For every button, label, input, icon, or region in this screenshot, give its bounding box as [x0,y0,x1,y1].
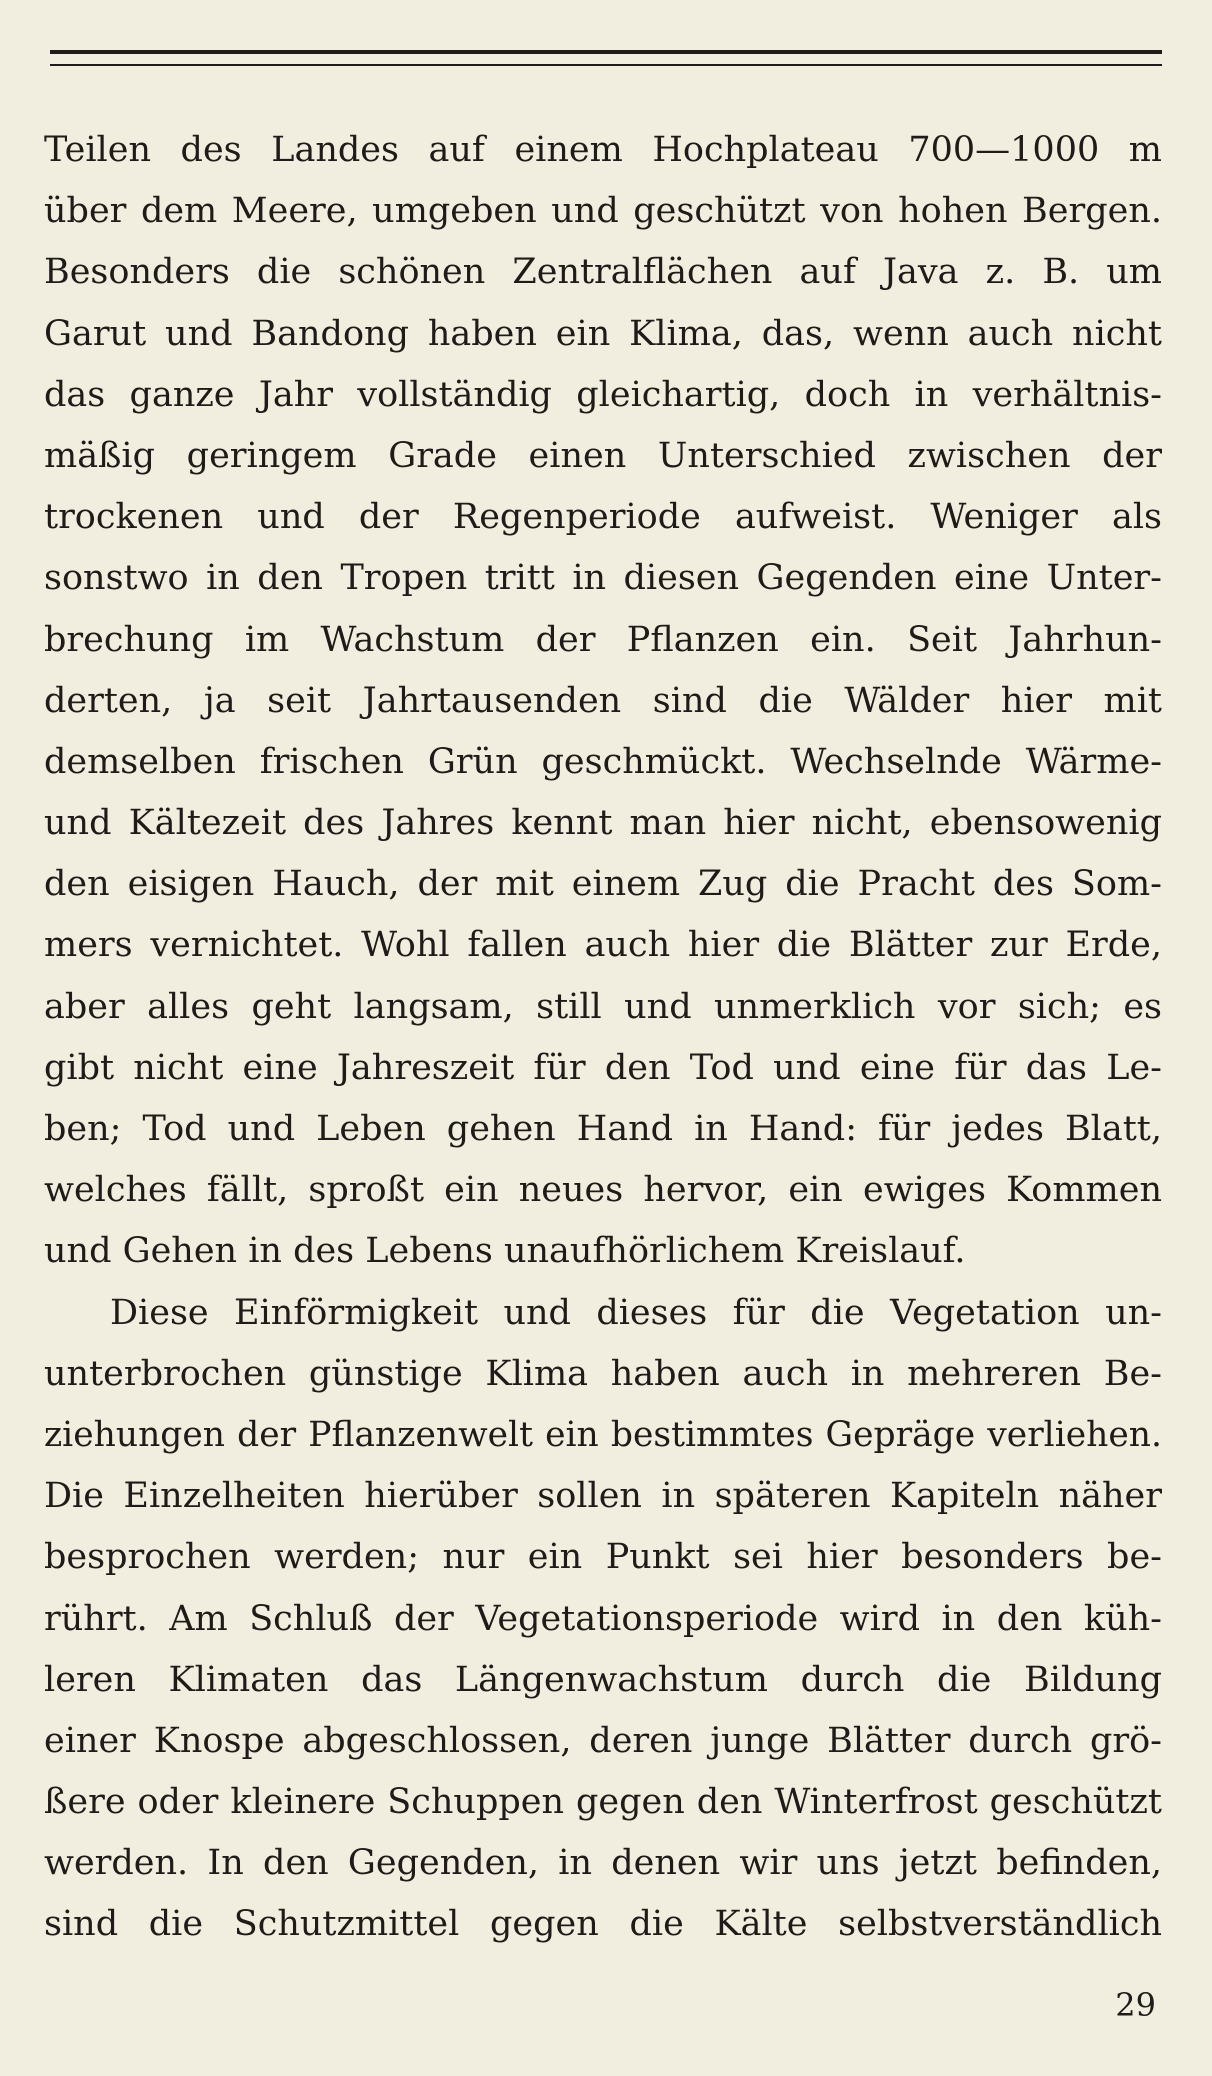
text-line: besprochen werden; nur ein Punkt sei hier besonders be- [44,1537,1162,1578]
text-line: trockenen und der Regenperiode aufweist. Weniger als [44,497,1162,538]
paragraph-2 [44,1283,1162,1956]
text-line: aber alles geht langsam, still und unmerklich vor sich; es [44,986,1162,1027]
text-line: brechung im Wachstum der Pflanzen ein. Seit Jahrhun- [44,619,1162,660]
text-line: Garut und Bandong haben ein Klima, das, wenn auch nicht [44,313,1162,354]
paragraph-1 [44,120,1162,1283]
text-line: sind die Schutzmittel gegen die Kälte selbstverständlich [44,1904,1162,1945]
text-line: sonstwo in den Tropen tritt in diesen Gegenden eine Unter- [44,558,1162,599]
body-text [44,120,1162,1956]
text-line: rührt. Am Schluß der Vegetationsperiode wird in den küh- [44,1598,1162,1639]
text-line: werden. In den Gegenden, in denen wir uns jetzt befinden, [44,1843,1162,1884]
text-line: unterbrochen günstige Klima haben auch in mehreren Be- [44,1353,1162,1394]
text-line: ziehungen der Pflanzenwelt ein bestimmtes Gepräge verliehen. [44,1414,1162,1455]
text-line: mäßig geringem Grade einen Unterschied zwischen der [44,435,1162,476]
top-rule-thin [50,64,1162,66]
text-line: Besonders die schönen Zentralflächen auf Java z. B. um [44,252,1162,293]
text-line: derten, ja seit Jahrtausenden sind die Wälder hier mit [44,680,1162,721]
text-line: Die Einzelheiten hierüber sollen in späteren Kapiteln näher [44,1476,1162,1517]
text-line: mers vernichtet. Wohl fallen auch hier die Blätter zur Erde, [44,925,1162,966]
page-number: 29 [1115,1986,1156,2024]
text-line: welches fällt, sproßt ein neues hervor, ein ewiges Kommen [44,1170,1162,1211]
text-line: leren Klimaten das Längenwachstum durch die Bildung [44,1659,1162,1700]
text-line: demselben frischen Grün geschmückt. Wechselnde Wärme- [44,741,1162,782]
text-line: ßere oder kleinere Schuppen gegen den Winterfrost geschützt [44,1782,1162,1823]
text-line: einer Knospe abgeschlossen, deren junge Blätter durch grö- [44,1720,1162,1761]
text-line: den eisigen Hauch, der mit einem Zug die Pracht des Som- [44,864,1162,905]
text-line: das ganze Jahr vollständig gleichartig, doch in verhältnis- [44,374,1162,415]
text-line: über dem Meere, umgeben und geschützt von hohen Bergen. [44,191,1162,232]
text-line: Teilen des Landes auf einem Hochplateau 700—1000 m [44,130,1162,170]
text-line: gibt nicht eine Jahreszeit für den Tod und eine für das Le- [44,1047,1162,1088]
top-rule-thick [50,50,1162,54]
text-line: Diese Einförmigkeit und dieses für die Vegetation un- [110,1292,1162,1333]
text-line: und Gehen in des Lebens unaufhörlichem Kreislauf. [44,1231,966,1272]
text-line: und Kältezeit des Jahres kennt man hier nicht, ebensowenig [44,803,1162,844]
text-line: ben; Tod und Leben gehen Hand in Hand: für jedes Blatt, [44,1109,1162,1149]
